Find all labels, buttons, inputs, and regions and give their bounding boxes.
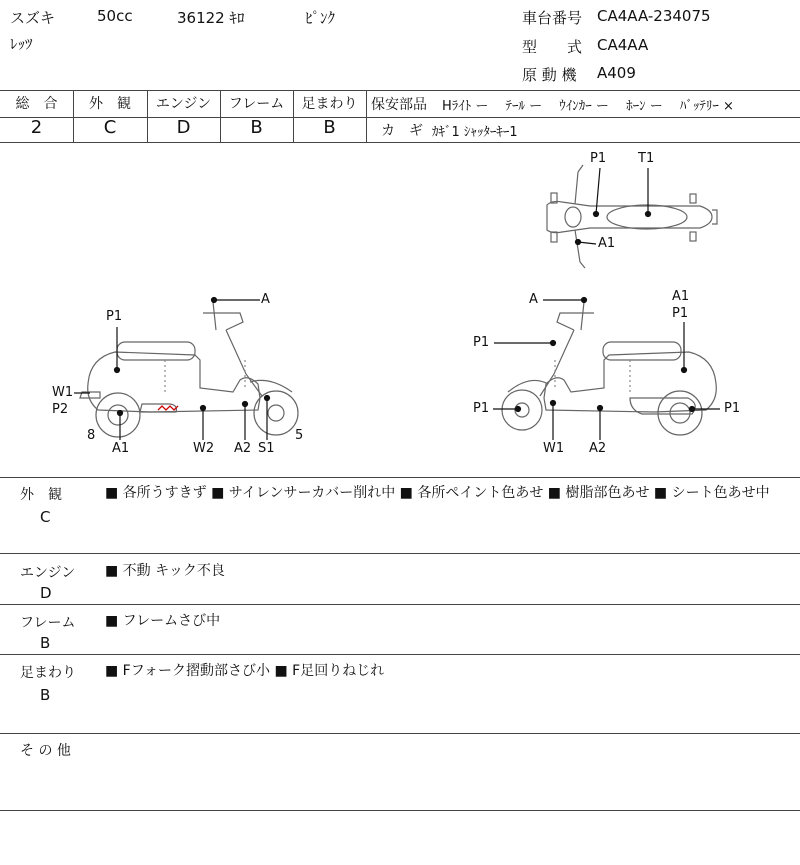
key-value: ｶｷﾞ1 ｼｬｯﾀｰｷｰ1	[432, 125, 518, 140]
grade-frame-label: フレーム	[228, 96, 285, 112]
color: ﾋﾟﾝｸ	[305, 9, 336, 27]
label-left-a: A	[261, 292, 270, 307]
label-left-5: 5	[295, 428, 304, 443]
maker: スズキ	[10, 9, 56, 27]
notes-frame-grade: B	[40, 634, 51, 652]
type-value: CA4AA	[597, 36, 649, 54]
label-left-a2: A2	[234, 441, 252, 456]
label-right-w1: W1	[543, 441, 565, 456]
mileage: 36122 ｷﾛ	[177, 9, 245, 27]
notes-exterior-grade: C	[40, 508, 51, 526]
type-label: 型 式	[522, 38, 583, 56]
notes-exterior-title: 外 観	[20, 487, 62, 503]
safety-label: 保安部品	[371, 97, 427, 113]
label-right-p1-right: P1	[724, 401, 741, 416]
engine-label: 原 動 機	[522, 66, 577, 84]
divider	[0, 90, 800, 91]
label-left-p1: P1	[106, 309, 123, 324]
divider	[0, 477, 800, 478]
label-left-8: 8	[87, 428, 96, 443]
label-right-p1-top: P1	[672, 306, 689, 321]
notes-engine-title: エンジン	[20, 565, 76, 581]
label-left-a1: A1	[112, 441, 130, 456]
engine-value: A409	[597, 64, 636, 82]
label-top-p1: P1	[590, 151, 607, 166]
grade-exterior: C	[103, 117, 117, 138]
label-right-a2: A2	[589, 441, 607, 456]
grade-engine-label: エンジン	[155, 96, 212, 112]
displacement: 50cc	[97, 7, 133, 25]
label-top-a1: A1	[598, 236, 616, 251]
label-left-w2: W2	[193, 441, 215, 456]
model-name: ﾚｯﾂ	[10, 35, 33, 53]
label-left-w1: W1	[52, 385, 74, 400]
label-right-a1: A1	[672, 289, 690, 304]
grade-total-label: 総 合	[15, 96, 58, 112]
label-right-a: A	[529, 292, 538, 307]
divider	[0, 733, 800, 734]
notes-frame-text: ■ フレームさび中	[105, 613, 221, 629]
label-right-p1-left: P1	[473, 401, 490, 416]
label-left-s1: S1	[258, 441, 275, 456]
notes-frame-title: フレーム	[20, 615, 76, 631]
frame-no: CA4AA-234075	[597, 7, 711, 25]
notes-exterior-text: ■ 各所うすきず ■ サイレンサーカバー削れ中 ■ 各所ペイント色あせ ■ 樹脂部色あせ ■ シート色あせ中	[105, 485, 770, 501]
divider	[0, 810, 800, 811]
top-view-scooter	[547, 165, 717, 268]
label-top-t1: T1	[638, 151, 655, 166]
notes-suspension-text: ■ Fフォーク摺動部さび小 ■ F足回りねじれ	[105, 663, 385, 679]
safety-items: Hﾗｲﾄ ー ﾃｰﾙ ー ｳｲﾝｶｰ ー ﾎｰﾝ ー ﾊﾞｯﾃﾘｰ ×	[442, 99, 734, 114]
grade-total: 2	[30, 117, 43, 138]
notes-engine-grade: D	[40, 584, 52, 602]
grade-suspension-label: 足まわり	[301, 96, 358, 112]
divider	[0, 604, 800, 605]
notes-engine-text: ■ 不動 キック不良	[105, 563, 225, 579]
divider	[368, 117, 800, 118]
notes-suspension-title: 足まわり	[20, 665, 76, 681]
divider	[0, 553, 800, 554]
label-right-p1-mid: P1	[473, 335, 490, 350]
notes-suspension-grade: B	[40, 686, 51, 704]
frame-no-label: 車台番号	[522, 9, 583, 27]
grade-engine: D	[176, 117, 191, 138]
divider	[366, 90, 367, 142]
key-label: カ ギ	[381, 123, 423, 139]
divider	[0, 654, 800, 655]
grade-suspension: B	[323, 117, 336, 138]
notes-other-title: そ の 他	[20, 743, 71, 759]
grade-frame: B	[250, 117, 263, 138]
grade-exterior-label: 外 観	[89, 96, 131, 112]
label-left-p2: P2	[52, 402, 69, 417]
